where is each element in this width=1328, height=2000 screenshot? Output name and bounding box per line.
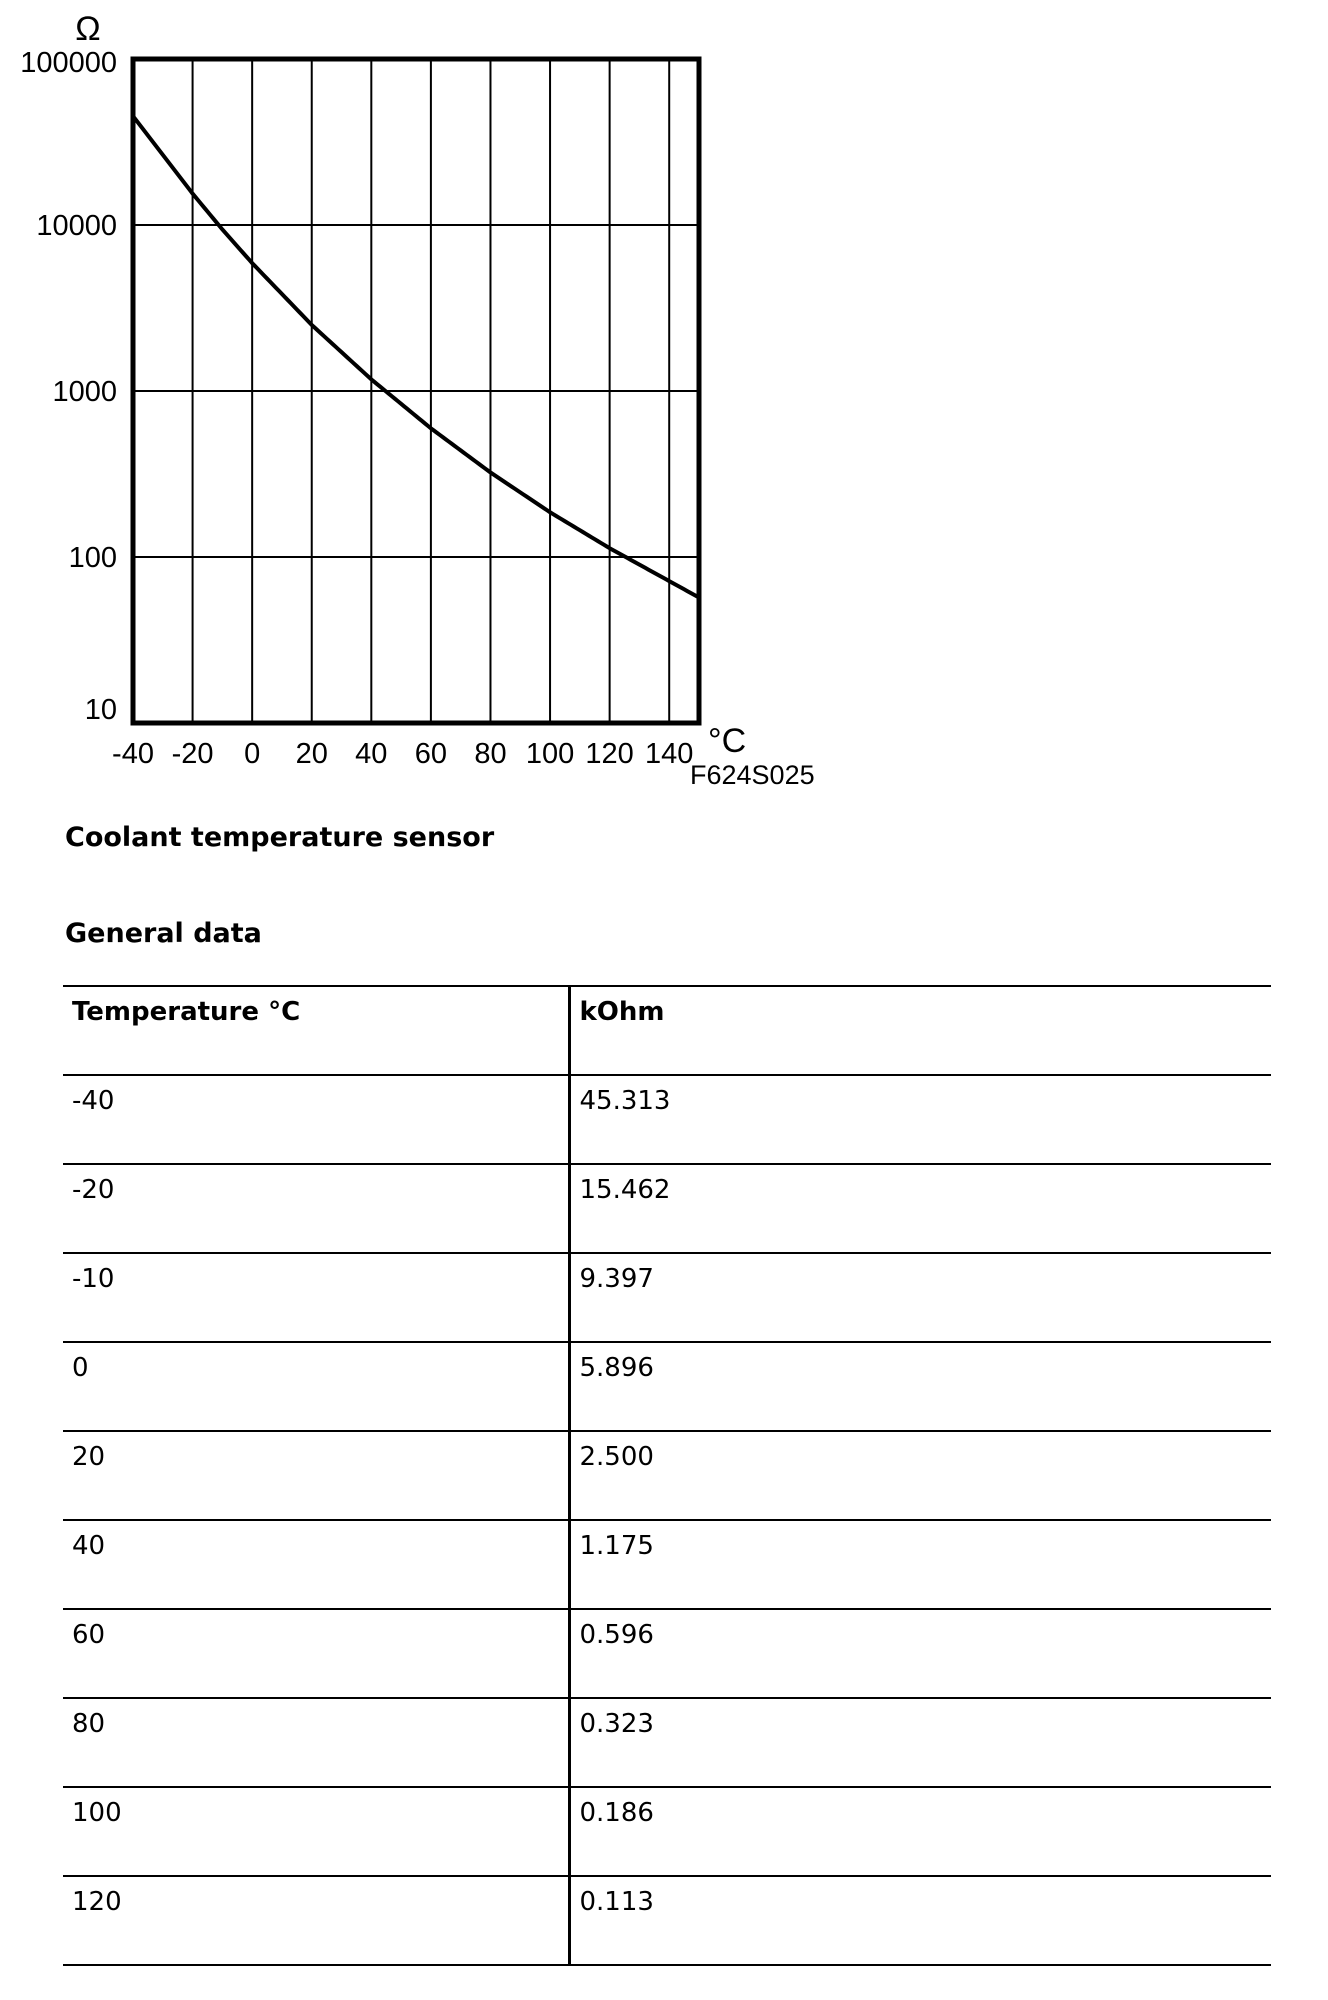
- x-tick-label: 60: [414, 738, 448, 770]
- x-tick-label: 40: [355, 738, 388, 770]
- temperature-cell: -40: [63, 1075, 569, 1164]
- table-row: [63, 1698, 1271, 1787]
- data-table: [63, 985, 1271, 1966]
- temperature-cell: 0: [63, 1342, 569, 1431]
- x-tick-label: 100: [525, 738, 575, 770]
- y-tick-label: 100000: [20, 47, 117, 79]
- y-axis-tick-labels: [20, 47, 117, 726]
- resistance-cell: 0.596: [569, 1609, 1271, 1698]
- x-tick-label: 0: [244, 738, 261, 770]
- kohm-header: kOhm: [569, 986, 1271, 1075]
- y-tick-label: 10000: [36, 210, 117, 242]
- temperature-cell: 60: [63, 1609, 569, 1698]
- table-row: [63, 1431, 1271, 1520]
- y-tick-label: 1000: [52, 376, 117, 408]
- x-tick-label: 20: [295, 738, 328, 770]
- temperature-cell: 80: [63, 1698, 569, 1787]
- resistance-chart: [0, 0, 815, 800]
- temperature-cell: -20: [63, 1164, 569, 1253]
- resistance-cell: 0.186: [569, 1787, 1271, 1876]
- table-row: [63, 1164, 1271, 1253]
- resistance-cell: 45.313: [569, 1075, 1271, 1164]
- x-tick-label: -20: [171, 738, 214, 770]
- resistance-cell: 15.462: [569, 1164, 1271, 1253]
- y-gridlines: [133, 225, 699, 557]
- table-row: [63, 1520, 1271, 1609]
- figure-id: F624S025: [690, 760, 815, 790]
- subsection-title: General data: [65, 918, 262, 949]
- temperature-cell: 20: [63, 1431, 569, 1520]
- temperature-cell: 40: [63, 1520, 569, 1609]
- x-tick-label: -40: [112, 738, 154, 770]
- section-title: Coolant temperature sensor: [65, 822, 495, 853]
- resistance-cell: 9.397: [569, 1253, 1271, 1342]
- x-tick-label: 140: [645, 738, 694, 770]
- y-tick-label: 10: [84, 694, 117, 726]
- x-tick-label: 120: [585, 738, 634, 770]
- table-row: [63, 1342, 1271, 1431]
- x-tick-label: 80: [474, 738, 507, 770]
- table-row: [63, 1609, 1271, 1698]
- table-row: [63, 1876, 1271, 1965]
- table-row: [63, 1253, 1271, 1342]
- temperature-cell: 120: [63, 1876, 569, 1965]
- resistance-curve: [133, 116, 699, 597]
- resistance-cell: 2.500: [569, 1431, 1271, 1520]
- resistance-cell: 5.896: [569, 1342, 1271, 1431]
- temperature-cell: -10: [63, 1253, 569, 1342]
- y-tick-label: 100: [68, 542, 117, 574]
- y-axis-unit: Ω: [75, 10, 101, 48]
- resistance-cell: 1.175: [569, 1520, 1271, 1609]
- temperature-cell: 100: [63, 1787, 569, 1876]
- resistance-cell: 0.113: [569, 1876, 1271, 1965]
- table-row: [63, 1787, 1271, 1876]
- x-axis-unit: °C: [708, 722, 747, 760]
- table-row: [63, 1075, 1271, 1164]
- table-header-row: [63, 986, 1271, 1075]
- x-axis-tick-labels: [112, 738, 693, 770]
- resistance-cell: 0.323: [569, 1698, 1271, 1787]
- temperature-header: Temperature °C: [63, 986, 569, 1075]
